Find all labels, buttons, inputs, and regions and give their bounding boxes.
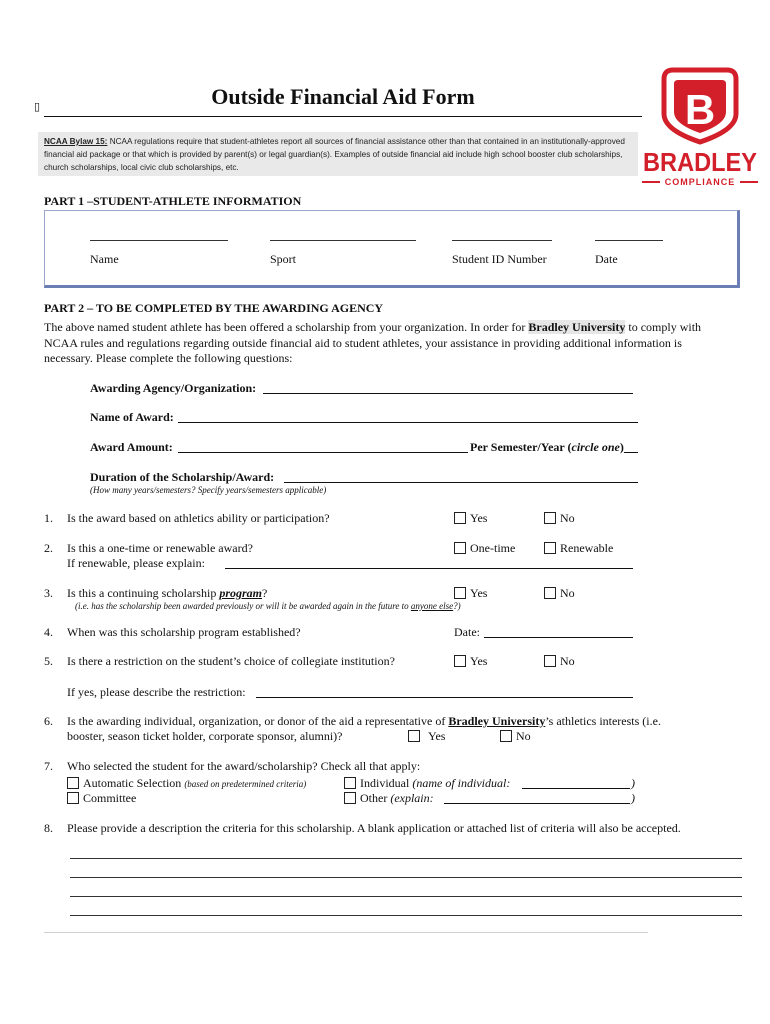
amount-label: Award Amount: (90, 440, 173, 454)
q1-text: Is the award based on athletics ability or participation? (67, 511, 330, 525)
q6-text-b: Bradley University (448, 714, 546, 728)
q7-individual-label: Individual (360, 776, 410, 790)
ncaa-text: NCAA regulations require that student-athletes report all sources of financial assistance other than that contained in an institutionally-approved financial aid package or that which is provided by parent(s) or legal guardian(s). Examples of outside financial aid include high school booster club scholarships, church scholarships, local civic club scholarships, etc. (44, 137, 625, 172)
q2-onetime-label: One-time (470, 541, 516, 555)
q6-text (67, 714, 727, 729)
part1-box (44, 210, 740, 288)
duration-hint: (How many years/semesters? Specify years/semesters applicable) (90, 485, 327, 495)
part2-heading: PART 2 – TO BE COMPLETED BY THE AWARDING AGENCY (44, 301, 384, 315)
ncaa-label: NCAA Bylaw 15: (44, 137, 108, 146)
date-label: Date (595, 252, 618, 266)
award-name-field[interactable] (178, 422, 638, 423)
q6-no-checkbox[interactable] (500, 730, 512, 742)
student-id-label: Student ID Number (452, 252, 547, 266)
q5-restriction-field[interactable] (256, 697, 633, 698)
q3-hint-a: (i.e. has the scholarship been awarded previously or will it be awarded again in the future to (75, 601, 411, 611)
q2-explain-field[interactable] (225, 568, 633, 569)
q5-yes-label: Yes (470, 654, 488, 668)
q7-other-field[interactable] (444, 803, 630, 804)
q5-number: 5. (44, 654, 53, 668)
q3-no-checkbox[interactable] (544, 587, 556, 599)
per-close: ) (619, 440, 624, 454)
part1-heading: PART 1 –STUDENT-ATHLETE INFORMATION (44, 194, 302, 208)
intro-bold: Bradley University (528, 320, 626, 334)
q6-yes-label: Yes (428, 729, 446, 743)
q4-number: 4. (44, 625, 53, 639)
q7-other-hint: (explain: (390, 791, 434, 805)
q7-committee-checkbox[interactable] (67, 792, 79, 804)
ncaa-notice (38, 132, 638, 176)
q3-yes-label: Yes (470, 586, 488, 600)
name-field[interactable] (90, 240, 228, 241)
q1-number: 1. (44, 511, 53, 525)
page-title: Outside Financial Aid Form (211, 84, 475, 109)
footer-divider (44, 932, 648, 933)
q5-no-option[interactable] (544, 654, 575, 669)
q8-line-3[interactable] (70, 896, 742, 897)
corner-mark-icon: ▯ (34, 100, 41, 113)
q4-date-label: Date: (454, 625, 480, 639)
q8-line-2[interactable] (70, 877, 742, 878)
agency-label: Awarding Agency/Organization: (90, 381, 257, 395)
q5-yes-checkbox[interactable] (454, 655, 466, 667)
q3-no-option[interactable] (544, 586, 575, 601)
q3-yes-checkbox[interactable] (454, 587, 466, 599)
q8-line-1[interactable] (70, 858, 742, 859)
q7-auto-hint: (based on predetermined criteria) (184, 779, 307, 789)
intro-text-a: The above named student athlete has been offered a scholarship from your organization. In order for (44, 320, 529, 334)
q1-yes-option[interactable] (454, 511, 487, 526)
q3-number: 3. (44, 586, 53, 600)
bradley-logo (640, 66, 760, 190)
q6-no-label: No (516, 729, 531, 743)
duration-field[interactable] (284, 482, 638, 483)
q6-text-a: Is the awarding individual, organization, or donor of the aid a representative of (67, 714, 449, 728)
intro-text-b: to comply with NCAA rules and regulations regarding outside financial aid to student athletes, your assistance in providing additional information is necessary. Please complete the following questions: (44, 320, 702, 365)
q3-yes-option[interactable] (454, 586, 487, 601)
per-semester-year (468, 440, 624, 455)
q1-no-option[interactable] (544, 511, 575, 526)
q7-individual-close: ) (631, 776, 635, 790)
q7-individual-option[interactable] (344, 776, 510, 791)
q7-other-close: ) (631, 791, 635, 805)
q5-no-label: No (560, 654, 575, 668)
sport-field[interactable] (270, 240, 416, 241)
logo-letter: B (684, 86, 716, 133)
q3-text-a: Is this a continuing scholarship (67, 586, 220, 600)
q6-no-option[interactable] (500, 729, 531, 744)
q7-other-label: Other (360, 791, 388, 805)
q6-yes-option[interactable] (408, 729, 445, 744)
q2-number: 2. (44, 541, 53, 555)
title-underline (44, 116, 642, 117)
date-field[interactable] (595, 240, 663, 241)
q7-number: 7. (44, 759, 53, 773)
q6-number: 6. (44, 714, 53, 728)
q7-auto-option[interactable] (67, 776, 306, 791)
q1-no-label: No (560, 511, 575, 525)
q1-yes-label: Yes (470, 511, 488, 525)
name-label: Name (90, 252, 119, 266)
part2-intro (44, 320, 714, 367)
q3-hint (75, 601, 461, 611)
q7-committee-option[interactable] (67, 791, 136, 806)
award-name-label: Name of Award: (90, 410, 174, 424)
q7-text: Who selected the student for the award/scholarship? Check all that apply: (67, 759, 421, 773)
q3-text (67, 586, 267, 601)
q3-text-c: ? (262, 586, 268, 600)
q3-no-label: No (560, 586, 575, 600)
q3-hint-c: ?) (453, 601, 461, 611)
q7-individual-hint: (name of individual: (412, 776, 511, 790)
q2-renewable-checkbox[interactable] (544, 542, 556, 554)
q8-text: Please provide a description the criteria for this scholarship. A blank application or attached list of criteria will also be accepted. (67, 821, 681, 835)
q4-text: When was this scholarship program established? (67, 625, 301, 639)
duration-label: Duration of the Scholarship/Award: (90, 470, 275, 484)
q7-other-option[interactable] (344, 791, 434, 806)
logo-sub: COMPLIANCE (664, 177, 736, 187)
student-id-field[interactable] (452, 240, 552, 241)
q8-number: 8. (44, 821, 53, 835)
logo-name: BRADLEY (643, 147, 757, 177)
q7-auto-label: Automatic Selection (83, 776, 182, 790)
q2-onetime-checkbox[interactable] (454, 542, 466, 554)
q5-text: Is there a restriction on the student’s choice of collegiate institution? (67, 654, 395, 668)
agency-field[interactable] (263, 393, 633, 394)
sport-label: Sport (270, 252, 297, 266)
q2-text: Is this a one-time or renewable award? (67, 541, 253, 555)
per-label: Per Semester/Year ( (470, 440, 572, 454)
q2-sub: If renewable, please explain: (67, 556, 205, 570)
q2-onetime-option[interactable] (454, 541, 515, 556)
q2-renewable-option[interactable] (544, 541, 613, 556)
q8-line-4[interactable] (70, 915, 742, 916)
q6-text-d: booster, season ticket holder, corporate sponsor, alumni)? (67, 729, 343, 743)
q7-individual-field[interactable] (522, 788, 630, 789)
q5-yes-option[interactable] (454, 654, 487, 669)
q1-no-checkbox[interactable] (544, 512, 556, 524)
q7-other-checkbox[interactable] (344, 792, 356, 804)
q5-no-checkbox[interactable] (544, 655, 556, 667)
q4-date-field[interactable] (484, 637, 633, 638)
bradley-logo-icon (640, 66, 760, 190)
circle-one: circle one (571, 440, 620, 454)
q7-committee-label: Committee (83, 791, 137, 805)
q3-text-b: program (219, 586, 263, 600)
q7-auto-checkbox[interactable] (67, 777, 79, 789)
q3-hint-b: anyone else (410, 601, 454, 611)
q5-sub: If yes, please describe the restriction: (67, 685, 246, 699)
q7-individual-checkbox[interactable] (344, 777, 356, 789)
q6-text-c: ’s athletics interests (i.e. (545, 714, 661, 728)
q6-yes-checkbox[interactable] (408, 730, 420, 742)
q2-renewable-label: Renewable (560, 541, 614, 555)
q1-yes-checkbox[interactable] (454, 512, 466, 524)
